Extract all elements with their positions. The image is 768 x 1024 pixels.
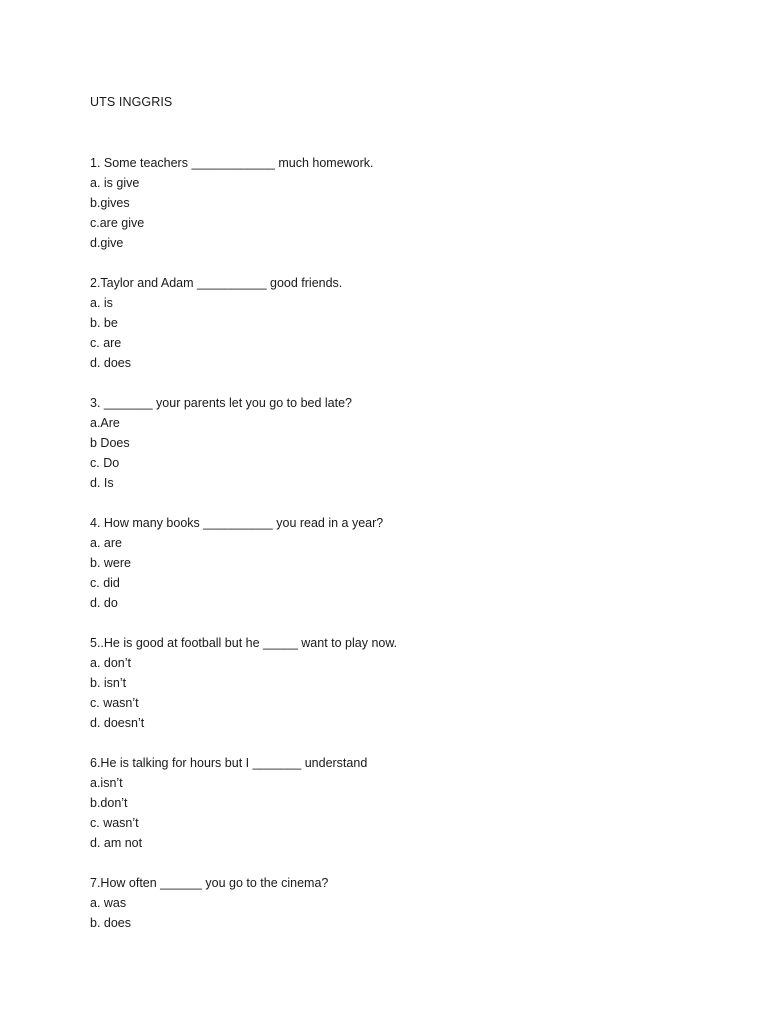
question-prompt: 5..He is good at football but he _____ want to play now.	[90, 636, 398, 650]
question-1	[90, 153, 710, 253]
answer-option: d.give	[90, 236, 124, 250]
answer-option: b. does	[90, 916, 132, 930]
answer-option: a. don’t	[90, 656, 132, 670]
answer-option: c.are give	[90, 216, 145, 230]
answer-option: a. is give	[90, 176, 140, 190]
answer-option: c. wasn’t	[90, 696, 139, 710]
answer-option: a.isn’t	[90, 776, 123, 790]
question-prompt: 6.He is talking for hours but I _______ understand	[90, 756, 368, 770]
answer-option: d. doesn’t	[90, 716, 145, 730]
answer-option: a. was	[90, 896, 127, 910]
question-2	[90, 273, 710, 373]
answer-option: c. wasn’t	[90, 816, 139, 830]
answer-option: b. were	[90, 556, 131, 570]
answer-option: c. Do	[90, 456, 120, 470]
answer-option: a.Are	[90, 416, 120, 430]
answer-option: b.don’t	[90, 796, 128, 810]
answer-option: b Does	[90, 436, 130, 450]
question-prompt: 2.Taylor and Adam __________ good friends.	[90, 276, 343, 290]
question-prompt: 7.How often ______ you go to the cinema?	[90, 876, 329, 890]
answer-option: b. be	[90, 316, 118, 330]
question-prompt: 3. _______ your parents let you go to bed late?	[90, 396, 352, 410]
answer-option: b. isn’t	[90, 676, 127, 690]
question-5	[90, 633, 710, 733]
answer-option: d. does	[90, 356, 132, 370]
answer-option: a. are	[90, 536, 122, 550]
answer-option: d. am not	[90, 836, 143, 850]
answer-option: a. is	[90, 296, 113, 310]
question-3	[90, 393, 710, 493]
question-prompt: 1. Some teachers ____________ much homework.	[90, 156, 374, 170]
question-4	[90, 513, 710, 613]
question-6	[90, 753, 710, 853]
question-prompt: 4. How many books __________ you read in a year?	[90, 516, 384, 530]
document-page	[90, 93, 710, 953]
answer-option: d. do	[90, 596, 118, 610]
answer-option: d. Is	[90, 476, 114, 490]
answer-option: c. are	[90, 336, 122, 350]
document-title: UTS INGGRIS	[90, 95, 173, 109]
question-7	[90, 873, 710, 933]
answer-option: c. did	[90, 576, 120, 590]
answer-option: b.gives	[90, 196, 130, 210]
